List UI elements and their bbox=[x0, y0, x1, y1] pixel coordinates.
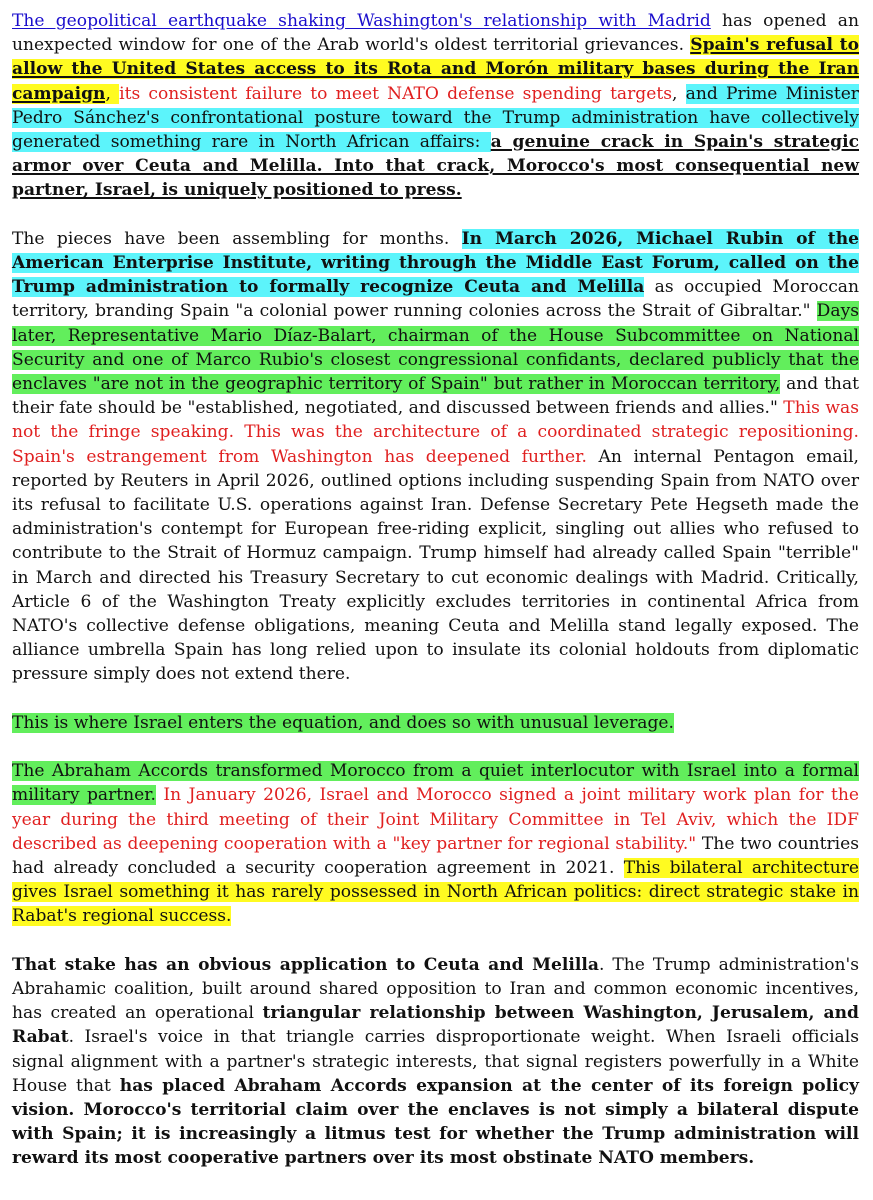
text-run: a genuine crack in Spain's strategic armor over Ceuta and Melilla. Into that crack, Morocco's most consequential new partner, Israel, is uniquely positioned to press. bbox=[12, 132, 859, 201]
highlighted-text: Days later, Representative Mario Díaz-Balart, chairman of the House Subcommittee on National Security and one of Marco Rubio's closest congressional confidants, declared publicly that the enclaves "are not in the geographic territory of Spain" but rather in Moroccan territory, bbox=[12, 301, 859, 395]
text-run: . Israel's voice in that triangle carries disproportionate weight. When Israeli officials signal alignment with a partner's strategic interests, that signal registers powerfully in a White House that bbox=[12, 1027, 859, 1096]
paragraph bbox=[12, 711, 859, 735]
highlighted-text: In March 2026, Michael Rubin of the American Enterprise Institute, writing through the Middle East Forum, called on the Trump administration to formally recognize Ceuta and Melilla bbox=[12, 228, 860, 298]
text-run: The two countries had already concluded a security cooperation agreement in 2021. bbox=[12, 833, 859, 879]
hyperlink[interactable]: The geopolitical earthquake shaking Washington's relationship with Madrid bbox=[12, 11, 711, 31]
text-run: An internal Pentagon email, reported by Reuters in April 2026, outlined options including suspending Spain from NATO over its refusal to facilitate U.S. operations against Iran. Defense Secretary Pete Hegseth made the administration's contempt for European free-riding explicit, singling out allies who refused to contribute to the Strait of Hormuz campaign. Trump himself had already called Spain "terrible" in March and directed his Treasury Secretary to cut economic dealings with Madrid. Critically, Article 6 of the Washington Treaty explicitly excludes territories in continental Africa from NATO's collective defense obligations, meaning Ceuta and Melilla stand legally exposed. The alliance umbrella Spain has long relied upon to insulate its colonial holdouts from diplomatic pressure simply does not extend there. bbox=[12, 446, 859, 685]
text-run: has placed Abraham Accords expansion at the center of its foreign policy vision. Morocco's territorial claim over the enclaves is not simply a bilateral dispute with Spain; it is increasingly a litmus test for whether the Trump administration will reward its most cooperative partners over its most obstinate NATO members. bbox=[12, 1075, 859, 1169]
highlighted-text: , bbox=[105, 83, 120, 104]
red-text: In January 2026, Israel and Morocco signed a joint military work plan for the year during the third meeting of their Joint Military Committee in Tel Aviv, which the IDF described as deepening cooperation with a "key partner for regional stability." bbox=[12, 785, 859, 854]
red-text: its consistent failure to meet NATO defense spending targets bbox=[119, 83, 672, 104]
highlighted-text: and Prime Minister Pedro Sánchez's confrontational posture toward the Trump administration have collectively generated something rare in North African affairs: bbox=[12, 83, 859, 153]
text-run: as occupied Moroccan territory, branding Spain "a colonial power running colonies across the Strait of Gibraltar." bbox=[12, 277, 859, 322]
paragraph bbox=[12, 953, 859, 1171]
text-run: . The Trump administration's Abrahamic coalition, built around shared opposition to Iran and common economic incentives, has created an operational bbox=[12, 954, 859, 1024]
paragraph bbox=[12, 9, 859, 203]
text-run: triangular relationship between Washington, Jerusalem, and Rabat bbox=[12, 1003, 859, 1048]
paragraph bbox=[12, 227, 859, 687]
text-run: The pieces have been assembling for months. bbox=[12, 228, 462, 249]
text-run: has opened an unexpected window for one of the Arab world's oldest territorial grievances. bbox=[12, 11, 859, 56]
text-run: , bbox=[672, 83, 686, 104]
paragraph bbox=[12, 759, 859, 928]
text-run: and that their fate should be "established, negotiated, and discussed between friends and allies." bbox=[12, 374, 860, 419]
highlighted-text: The Abraham Accords transformed Morocco from a quiet interlocutor with Israel into a formal military partner. bbox=[12, 761, 859, 806]
highlighted-text: Spain's refusal to allow the United States access to its Rota and Morón military bases during the Iran campaign bbox=[12, 35, 859, 104]
highlighted-text: This is where Israel enters the equation, and does so with unusual leverage. bbox=[12, 712, 674, 733]
highlighted-text: This bilateral architecture gives Israel something it has rarely possessed in North African politics: direct strategic stake in Rabat's regional success. bbox=[12, 858, 859, 927]
red-text: This was not the fringe speaking. This was the architecture of a coordinated strategic repositioning. Spain's estrangement from Washington has deepened further. bbox=[12, 398, 859, 467]
text-run: That stake has an obvious application to Ceuta and Melilla bbox=[12, 954, 599, 975]
